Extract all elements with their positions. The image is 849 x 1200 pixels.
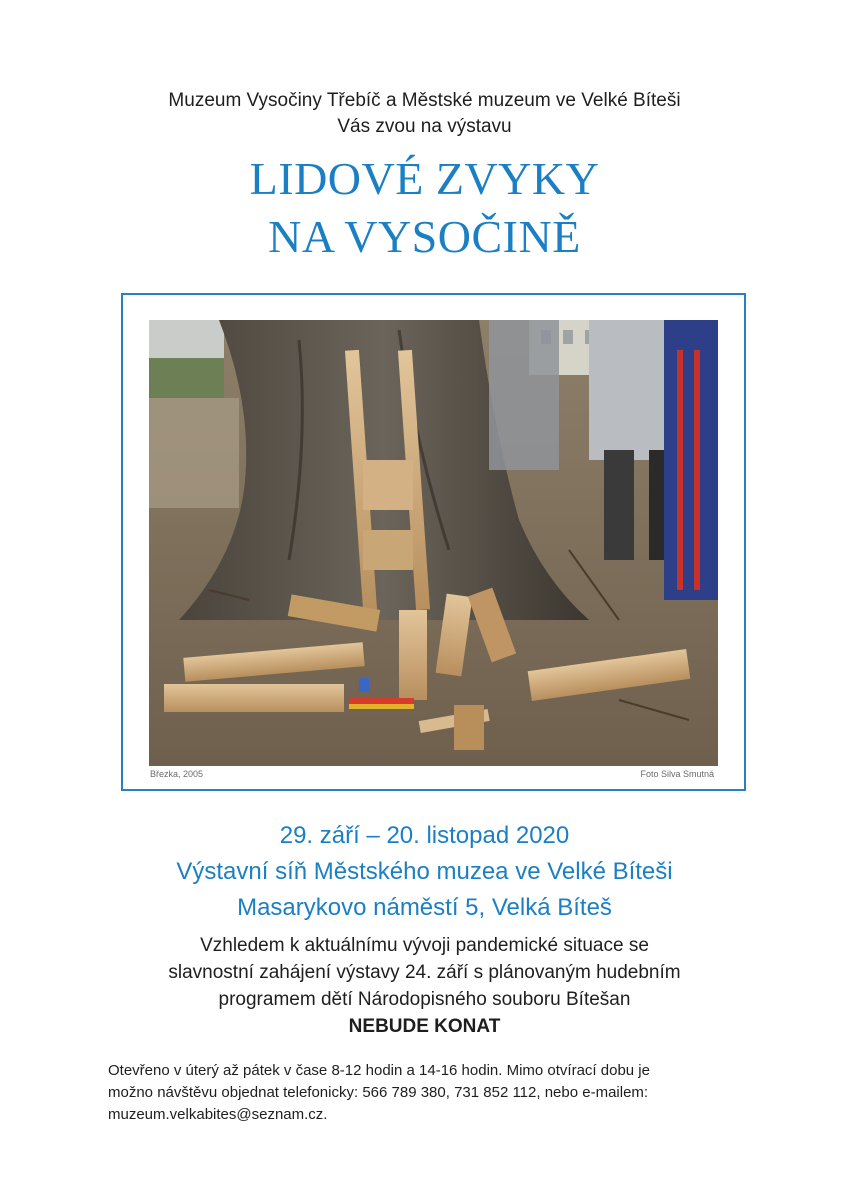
organizers-header — [0, 88, 849, 140]
photo-caption-location: Březka, 2005 — [150, 769, 204, 779]
notice-cancelled: NEBUDE KONAT — [348, 1016, 501, 1037]
exhibition-title — [0, 150, 849, 266]
hours-line-2: možno návštěvu objednat telefonicky: 566 789 380, 731 852 112, nebo e-mailem: — [108, 1084, 649, 1101]
contact-email: muzeum.velkabites@seznam.cz. — [108, 1106, 328, 1123]
title-line-1: LIDOVÉ ZVYKY — [249, 153, 600, 204]
notice-line-3: programem dětí Národopisného souboru Bítešan — [218, 989, 631, 1010]
exhibition-address: Masarykovo náměstí 5, Velká Bíteš — [237, 894, 612, 921]
notice-line-1: Vzhledem k aktuálnímu vývoji pandemické situace se — [200, 935, 649, 956]
cancellation-notice — [0, 932, 849, 1040]
exhibition-dates: 29. září – 20. listopad 2020 — [279, 822, 570, 849]
opening-hours — [108, 1060, 748, 1126]
title-line-2: NA VYSOČINĚ — [268, 211, 581, 262]
hours-line-1: Otevřeno v úterý až pátek v čase 8-12 hodin a 14-16 hodin. Mimo otvírací dobu je — [108, 1062, 650, 1079]
notice-line-2: slavnostní zahájení výstavy 24. září s plánovaným hudebním — [168, 962, 681, 983]
exhibition-photo — [149, 320, 718, 766]
photo-illustration — [149, 320, 718, 766]
invitation-line: Vás zvou na výstavu — [337, 116, 512, 137]
photo-frame — [121, 293, 746, 791]
organizers-line: Muzeum Vysočiny Třebíč a Městské muzeum ve Velké Bíteši — [168, 90, 681, 111]
exhibition-venue: Výstavní síň Městského muzea ve Velké Bíteši — [176, 858, 673, 885]
photo-caption-credit: Foto Silva Smutná — [640, 769, 714, 779]
exhibition-details — [0, 818, 849, 926]
